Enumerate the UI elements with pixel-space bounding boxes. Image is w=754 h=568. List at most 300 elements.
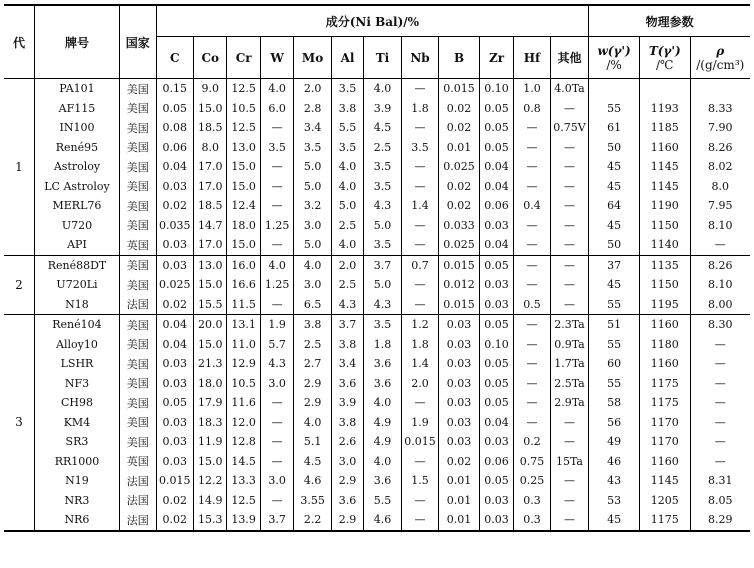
composition-cell: 18.0 xyxy=(227,216,260,236)
header-row-1 xyxy=(4,5,750,37)
alloy-composition-table-container xyxy=(4,4,750,532)
composition-cell: 2.0 xyxy=(331,255,363,275)
composition-cell: 0.06 xyxy=(479,196,513,216)
table-row xyxy=(4,255,750,275)
composition-cell: 2.8 xyxy=(294,99,332,119)
composition-cell: 6.5 xyxy=(294,295,332,315)
composition-cell: 3.0 xyxy=(260,471,293,491)
country-cell: 美国 xyxy=(120,413,156,433)
physical-cell: 45 xyxy=(589,157,640,177)
composition-cell: 3.5 xyxy=(401,138,439,158)
composition-cell: — xyxy=(401,177,439,197)
composition-cell: 4.0 xyxy=(331,157,363,177)
physical-cell: 8.31 xyxy=(708,474,733,488)
composition-cell: 3.5 xyxy=(260,138,293,158)
composition-cell: 3.0 xyxy=(294,275,332,295)
physical-cell: 1175 xyxy=(639,510,690,531)
grade-cell: IN100 xyxy=(34,118,119,138)
grade-cell: LSHR xyxy=(34,354,119,374)
composition-cell: 4.0 xyxy=(364,79,402,99)
composition-cell: 0.02 xyxy=(439,177,480,197)
header-phys-name: T(γ') xyxy=(648,43,681,58)
physical-cell: 1150 xyxy=(639,275,690,295)
table-row xyxy=(4,138,750,158)
composition-cell: 1.8 xyxy=(364,335,402,355)
composition-cell: 15.0 xyxy=(194,452,227,472)
grade-cell: N19 xyxy=(34,471,119,491)
composition-cell: — xyxy=(260,393,293,413)
composition-cell: — xyxy=(550,196,589,216)
composition-cell: 16.6 xyxy=(227,275,260,295)
composition-cell: 0.03 xyxy=(439,413,480,433)
composition-cell: — xyxy=(401,157,439,177)
country-cell: 美国 xyxy=(120,157,156,177)
composition-cell: — xyxy=(260,177,293,197)
composition-cell: 4.5 xyxy=(294,452,332,472)
composition-cell: 3.5 xyxy=(364,157,402,177)
physical-cell: 64 xyxy=(589,196,640,216)
physical-cell xyxy=(639,79,690,99)
table-row xyxy=(4,235,750,255)
physical-cell: 45 xyxy=(589,510,640,531)
composition-cell: 0.15 xyxy=(156,79,194,99)
composition-cell: 4.0 xyxy=(294,255,332,275)
composition-cell: 0.04 xyxy=(156,335,194,355)
physical-cell: 8.29 xyxy=(708,513,733,527)
header-element-3: Cr xyxy=(227,37,260,79)
composition-cell: 3.6 xyxy=(364,374,402,394)
composition-cell: 0.05 xyxy=(479,374,513,394)
composition-cell: 5.0 xyxy=(294,235,332,255)
composition-cell: 2.3Ta xyxy=(550,315,589,335)
composition-cell: — xyxy=(514,157,550,177)
composition-cell: 0.02 xyxy=(156,491,194,511)
physical-cell: — xyxy=(714,415,726,429)
composition-cell: 13.3 xyxy=(227,471,260,491)
composition-cell: 3.7 xyxy=(364,255,402,275)
composition-cell: 0.02 xyxy=(439,452,480,472)
table-row xyxy=(4,374,750,394)
composition-cell: 0.04 xyxy=(479,177,513,197)
composition-cell: 0.05 xyxy=(479,471,513,491)
country-cell: 美国 xyxy=(120,255,156,275)
physical-cell: 1195 xyxy=(639,295,690,315)
composition-cell: 3.6 xyxy=(331,491,363,511)
grade-cell: NF3 xyxy=(34,374,119,394)
composition-cell: 3.4 xyxy=(331,354,363,374)
composition-cell: — xyxy=(550,138,589,158)
table-row xyxy=(4,216,750,236)
composition-cell: 12.5 xyxy=(227,491,260,511)
composition-cell: 0.03 xyxy=(439,335,480,355)
composition-cell: 5.7 xyxy=(260,335,293,355)
composition-cell: 3.6 xyxy=(331,374,363,394)
composition-cell: 4.6 xyxy=(294,471,332,491)
physical-cell: 1145 xyxy=(639,471,690,491)
composition-cell: 3.0 xyxy=(260,374,293,394)
composition-cell: 11.5 xyxy=(227,295,260,315)
grade-cell: NR3 xyxy=(34,491,119,511)
header-phys-unit: /℃ xyxy=(656,57,674,72)
composition-cell: 3.9 xyxy=(364,99,402,119)
composition-cell: 12.5 xyxy=(227,118,260,138)
composition-cell: 2.5 xyxy=(331,216,363,236)
composition-cell: 3.5 xyxy=(331,79,363,99)
composition-cell: — xyxy=(401,235,439,255)
composition-cell: 0.01 xyxy=(439,471,480,491)
composition-cell: 4.0 xyxy=(331,177,363,197)
composition-cell: 15Ta xyxy=(550,452,589,472)
composition-cell: 13.1 xyxy=(227,315,260,335)
header-grade: 牌号 xyxy=(34,5,119,79)
composition-cell: 0.015 xyxy=(439,79,480,99)
country-cell: 美国 xyxy=(120,354,156,374)
composition-cell: 1.25 xyxy=(260,275,293,295)
composition-cell: — xyxy=(550,413,589,433)
composition-cell: 0.03 xyxy=(479,432,513,452)
composition-cell: — xyxy=(550,99,589,119)
composition-cell: 0.02 xyxy=(156,510,194,531)
composition-cell: 17.0 xyxy=(194,177,227,197)
physical-cell: 55 xyxy=(589,99,640,119)
physical-cell: 8.26 xyxy=(708,258,733,272)
header-element-5: Mo xyxy=(294,37,332,79)
composition-cell: 0.03 xyxy=(479,275,513,295)
country-cell: 英国 xyxy=(120,452,156,472)
composition-cell: 14.5 xyxy=(227,452,260,472)
composition-cell: 1.4 xyxy=(401,354,439,374)
composition-cell: 4.0 xyxy=(331,235,363,255)
physical-cell: 55 xyxy=(589,295,640,315)
composition-cell: 6.0 xyxy=(260,99,293,119)
composition-cell: 0.05 xyxy=(479,138,513,158)
composition-cell: 2.9 xyxy=(331,471,363,491)
physical-cell: 7.90 xyxy=(708,121,733,135)
composition-cell: — xyxy=(550,471,589,491)
generation-group-3 xyxy=(4,315,750,531)
composition-cell: 0.012 xyxy=(439,275,480,295)
physical-cell: 1170 xyxy=(639,413,690,433)
composition-cell: 0.03 xyxy=(156,452,194,472)
composition-cell: 0.03 xyxy=(156,177,194,197)
country-cell: 美国 xyxy=(120,138,156,158)
composition-cell: 3.0 xyxy=(294,216,332,236)
physical-cell: 1160 xyxy=(639,354,690,374)
composition-cell: 3.9 xyxy=(331,393,363,413)
composition-cell: 3.8 xyxy=(331,335,363,355)
table-row xyxy=(4,413,750,433)
composition-cell: 0.03 xyxy=(439,315,480,335)
header-phys-3 xyxy=(690,37,750,79)
physical-cell: 1145 xyxy=(639,157,690,177)
composition-cell: 11.0 xyxy=(227,335,260,355)
composition-cell: 2.0 xyxy=(294,79,332,99)
physical-cell: 8.02 xyxy=(708,160,733,174)
composition-cell: 0.04 xyxy=(479,413,513,433)
composition-cell: 0.025 xyxy=(156,275,194,295)
composition-cell: — xyxy=(550,216,589,236)
header-phys-unit: /% xyxy=(606,57,622,72)
composition-cell: 3.5 xyxy=(364,315,402,335)
composition-cell: 13.0 xyxy=(227,138,260,158)
composition-cell: 3.5 xyxy=(294,138,332,158)
generation-group-1 xyxy=(4,79,750,256)
table-row xyxy=(4,118,750,138)
generation-group-2 xyxy=(4,255,750,315)
country-cell: 美国 xyxy=(120,335,156,355)
physical-cell: — xyxy=(714,238,726,252)
composition-cell: 3.7 xyxy=(331,315,363,335)
physical-cell: 1150 xyxy=(639,216,690,236)
composition-cell: 2.5 xyxy=(331,275,363,295)
grade-cell: Alloy10 xyxy=(34,335,119,355)
composition-cell: 1.2 xyxy=(401,315,439,335)
composition-cell: — xyxy=(514,177,550,197)
header-element-8: Nb xyxy=(401,37,439,79)
composition-cell: 3.8 xyxy=(331,99,363,119)
composition-cell: 2.7 xyxy=(294,354,332,374)
physical-cell: 49 xyxy=(589,432,640,452)
physical-cell: 56 xyxy=(589,413,640,433)
country-cell: 美国 xyxy=(120,315,156,335)
table-row xyxy=(4,177,750,197)
composition-cell: — xyxy=(401,491,439,511)
composition-cell: 15.0 xyxy=(227,235,260,255)
composition-cell: 0.03 xyxy=(479,510,513,531)
generation-cell: 2 xyxy=(4,255,34,315)
composition-cell: 0.9Ta xyxy=(550,335,589,355)
composition-cell: — xyxy=(260,157,293,177)
physical-cell: 58 xyxy=(589,393,640,413)
composition-cell: 0.03 xyxy=(479,491,513,511)
composition-cell: 3.5 xyxy=(364,235,402,255)
composition-cell: 0.04 xyxy=(156,315,194,335)
composition-cell: 0.08 xyxy=(156,118,194,138)
composition-cell: 0.02 xyxy=(439,118,480,138)
composition-cell: 3.8 xyxy=(294,315,332,335)
physical-cell: 1205 xyxy=(639,491,690,511)
country-cell: 美国 xyxy=(120,374,156,394)
composition-cell: 0.015 xyxy=(401,432,439,452)
composition-cell: 0.05 xyxy=(479,393,513,413)
physical-cell: 46 xyxy=(589,452,640,472)
composition-cell: 0.01 xyxy=(439,510,480,531)
header-phys-2 xyxy=(639,37,690,79)
composition-cell: — xyxy=(401,216,439,236)
composition-cell: 4.0 xyxy=(260,255,293,275)
grade-cell: U720 xyxy=(34,216,119,236)
grade-cell: N18 xyxy=(34,295,119,315)
composition-cell: 0.01 xyxy=(439,138,480,158)
composition-cell: 0.05 xyxy=(156,99,194,119)
composition-cell: 17.0 xyxy=(194,157,227,177)
composition-cell: 0.04 xyxy=(479,235,513,255)
composition-cell: 0.03 xyxy=(439,432,480,452)
table-row xyxy=(4,196,750,216)
header-element-2: Co xyxy=(194,37,227,79)
composition-cell: 3.6 xyxy=(364,471,402,491)
physical-cell: 50 xyxy=(589,235,640,255)
alloy-composition-table xyxy=(4,4,750,532)
composition-cell: 11.6 xyxy=(227,393,260,413)
composition-cell: 15.0 xyxy=(227,157,260,177)
composition-cell: — xyxy=(401,118,439,138)
composition-cell: 1.4 xyxy=(401,196,439,216)
header-phys-1 xyxy=(589,37,640,79)
country-cell: 美国 xyxy=(120,118,156,138)
composition-cell: 0.03 xyxy=(156,235,194,255)
composition-cell: 12.0 xyxy=(227,413,260,433)
composition-cell: 2.0 xyxy=(401,374,439,394)
composition-cell: 13.0 xyxy=(194,255,227,275)
composition-cell: 12.9 xyxy=(227,354,260,374)
composition-cell: 4.0 xyxy=(294,413,332,433)
composition-cell: — xyxy=(401,510,439,531)
country-cell: 法国 xyxy=(120,491,156,511)
composition-cell: — xyxy=(514,235,550,255)
composition-cell: 0.25 xyxy=(514,471,550,491)
composition-cell: 5.0 xyxy=(294,157,332,177)
composition-cell: 4.3 xyxy=(364,196,402,216)
country-cell: 英国 xyxy=(120,235,156,255)
header-phys-unit: /(g/cm³) xyxy=(696,57,745,72)
composition-cell: 4.3 xyxy=(364,295,402,315)
composition-cell: 0.5 xyxy=(514,295,550,315)
composition-cell: 4.0 xyxy=(364,452,402,472)
physical-cell: — xyxy=(714,435,726,449)
physical-cell: 1170 xyxy=(639,432,690,452)
composition-cell: 17.9 xyxy=(194,393,227,413)
composition-cell: 0.03 xyxy=(156,432,194,452)
composition-cell: 0.04 xyxy=(479,157,513,177)
composition-cell: 0.03 xyxy=(156,413,194,433)
composition-cell: 0.02 xyxy=(156,295,194,315)
composition-cell: 0.02 xyxy=(156,196,194,216)
composition-cell: — xyxy=(514,354,550,374)
composition-cell: — xyxy=(550,255,589,275)
composition-cell: 0.01 xyxy=(439,491,480,511)
composition-cell: 0.03 xyxy=(439,374,480,394)
table-header xyxy=(4,5,750,79)
composition-cell: 1.0 xyxy=(514,79,550,99)
composition-cell: 2.2 xyxy=(294,510,332,531)
table-row xyxy=(4,491,750,511)
physical-cell: 61 xyxy=(589,118,640,138)
physical-cell: 1190 xyxy=(639,196,690,216)
grade-cell: RR1000 xyxy=(34,452,119,472)
composition-cell: 0.06 xyxy=(156,138,194,158)
composition-cell: 15.5 xyxy=(194,295,227,315)
table-row xyxy=(4,354,750,374)
composition-cell: 0.04 xyxy=(156,157,194,177)
header-composition: 成分(Ni Bal)/% xyxy=(156,5,589,37)
composition-cell: 10.5 xyxy=(227,374,260,394)
composition-cell: — xyxy=(514,216,550,236)
composition-cell: 5.0 xyxy=(294,177,332,197)
composition-cell: — xyxy=(260,491,293,511)
header-phys-name: ρ xyxy=(716,43,725,58)
composition-cell: 1.8 xyxy=(401,99,439,119)
table-row xyxy=(4,157,750,177)
composition-cell: — xyxy=(514,315,550,335)
table-row xyxy=(4,315,750,335)
composition-cell: 18.3 xyxy=(194,413,227,433)
composition-cell: — xyxy=(514,255,550,275)
country-cell: 美国 xyxy=(120,196,156,216)
composition-cell: 5.5 xyxy=(331,118,363,138)
country-cell: 法国 xyxy=(120,295,156,315)
composition-cell: 0.015 xyxy=(156,471,194,491)
composition-cell: 5.0 xyxy=(364,216,402,236)
composition-cell: 0.8 xyxy=(514,99,550,119)
header-element-12: 其他 xyxy=(550,37,589,79)
physical-cell: 1160 xyxy=(639,452,690,472)
composition-cell: — xyxy=(550,157,589,177)
composition-cell: 0.03 xyxy=(439,393,480,413)
country-cell: 美国 xyxy=(120,432,156,452)
table-row xyxy=(4,510,750,531)
composition-cell: 2.9 xyxy=(331,510,363,531)
composition-cell: 2.6 xyxy=(331,432,363,452)
grade-cell: René104 xyxy=(34,315,119,335)
composition-cell: 18.0 xyxy=(194,374,227,394)
composition-cell: — xyxy=(514,275,550,295)
composition-cell: — xyxy=(514,118,550,138)
composition-cell: 0.7 xyxy=(401,255,439,275)
physical-cell: 8.30 xyxy=(708,318,733,332)
composition-cell: 0.06 xyxy=(479,452,513,472)
composition-cell: 3.2 xyxy=(294,196,332,216)
composition-cell: 15.3 xyxy=(194,510,227,531)
physical-cell: 1160 xyxy=(639,138,690,158)
physical-cell: 1140 xyxy=(639,235,690,255)
composition-cell: — xyxy=(550,295,589,315)
country-cell: 美国 xyxy=(120,216,156,236)
physical-cell: 37 xyxy=(589,255,640,275)
physical-cell: — xyxy=(714,357,726,371)
table-row xyxy=(4,393,750,413)
composition-cell: 0.05 xyxy=(156,393,194,413)
composition-cell: 0.02 xyxy=(439,99,480,119)
physical-cell: 45 xyxy=(589,177,640,197)
composition-cell: 1.5 xyxy=(401,471,439,491)
composition-cell: 2.5 xyxy=(294,335,332,355)
grade-cell: KM4 xyxy=(34,413,119,433)
composition-cell: 18.5 xyxy=(194,118,227,138)
composition-cell: 3.0 xyxy=(331,452,363,472)
composition-cell: — xyxy=(260,235,293,255)
table-row xyxy=(4,471,750,491)
physical-cell: 8.33 xyxy=(708,101,733,115)
grade-cell: Astroloy xyxy=(34,157,119,177)
composition-cell: — xyxy=(514,413,550,433)
grade-cell: LC Astroloy xyxy=(34,177,119,197)
table-row xyxy=(4,432,750,452)
grade-cell: U720Li xyxy=(34,275,119,295)
composition-cell: 16.0 xyxy=(227,255,260,275)
physical-cell: 1193 xyxy=(639,99,690,119)
country-cell: 法国 xyxy=(120,471,156,491)
composition-cell: 2.9 xyxy=(294,374,332,394)
composition-cell: 0.3 xyxy=(514,510,550,531)
composition-cell: 0.035 xyxy=(156,216,194,236)
composition-cell: 5.0 xyxy=(331,196,363,216)
composition-cell: 1.9 xyxy=(260,315,293,335)
country-cell: 美国 xyxy=(120,177,156,197)
composition-cell: — xyxy=(401,275,439,295)
physical-cell: 1175 xyxy=(639,374,690,394)
header-element-11: Hf xyxy=(514,37,550,79)
